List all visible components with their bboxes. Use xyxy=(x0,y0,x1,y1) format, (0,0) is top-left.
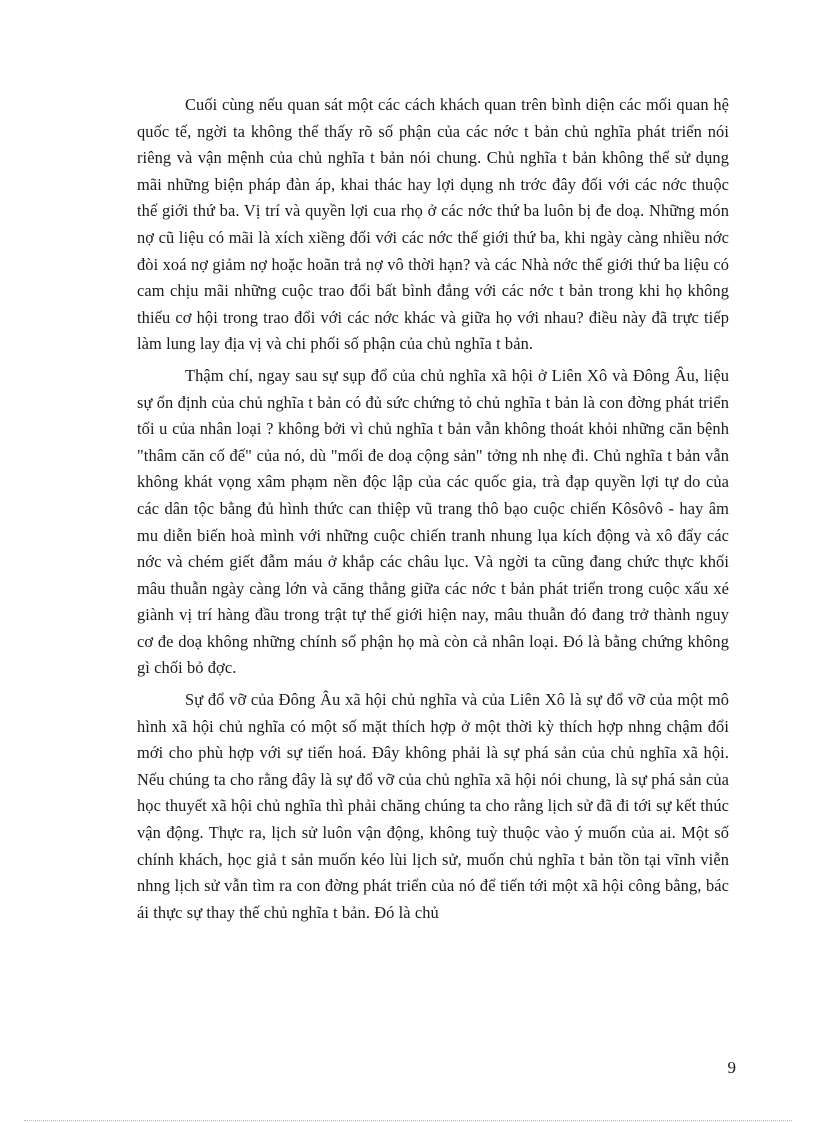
paragraph-2: Thậm chí, ngay sau sự sụp đổ của chủ nghĩa xã hội ở Liên Xô và Đông Âu, liệu sự ổn định của chủ nghĩa t bản có đủ sức chứng tỏ chủ nghĩa t bản là con đờng phát triển tối u của nhân loại ? không bởi vì chủ nghĩa t bản vẫn không thoát khỏi những căn bệnh "thâm căn cố đế" của nó, dù "mối đe doạ cộng sản" tởng nh nhẹ đi. Chủ nghĩa t bản vẫn không khát vọng xâm phạm nền độc lập của các quốc gia, trà đạp quyền lợi tự do của các dân tộc bằng đủ hình thức can thiệp vũ trang thô bạo cuộc chiến Kôsôvô - hay âm mu diễn biến hoà mình với những cuộc chiến tranh nhung lụa kích động và xô đẩy các nớc và chém giết đẫm máu ở khắp các châu lục. Và ngời ta cũng đang chức thực khối mâu thuẫn ngày càng lớn và căng thẳng giữa các nớc t bản phát triển trong cuộc xấu xé giành vị trí hàng đầu trong trật tự thế giới hiện nay, mâu thuẫn đó đang trở thành nguy cơ đe doạ không những chính số phận họ mà còn cả nhân loại. Đó là bằng chứng không gì chối bỏ đợc. xyxy=(137,365,729,678)
paragraph-3: Sự đổ vỡ của Đông Âu xã hội chủ nghĩa và của Liên Xô là sự đổ vỡ của một mô hình xã hội chủ nghĩa có một số mặt thích hợp ở một thời kỳ thích hợp nhng chậm đổi mới cho phù hợp với sự tiến hoá. Đây không phải là sự phá sản của chủ nghĩa xã hội. Nếu chúng ta cho rằng đây là sự đổ vỡ của chủ nghĩa xã hội nói chung, là sự phá sản của học thuyết xã hội chủ nghĩa thì phải chăng chúng ta cho rằng lịch sử đã đi tới sự kết thúc vận động. Thực ra, lịch sử luôn vận động, không tuỳ thuộc vào ý muốn của ai. Một số chính khách, học giả t sản muốn kéo lùi lịch sử, muốn chủ nghĩa t bản tồn tại vĩnh viễn nhng lịch sử vẫn tìm ra con đờng phát triển của nó để tiến tới một xã hội công bằng, bác ái thực sự thay thế chủ nghĩa t bản. Đó là chủ xyxy=(137,690,729,922)
paragraph-1: Cuối cùng nếu quan sát một các cách khách quan trên bình diện các mối quan hệ quốc tế, ngời ta không thể thấy rõ số phận của các nớc t bản chủ nghĩa phát triển nói riêng và vận mệnh của chủ nghĩa t bản nói chung. Chủ nghĩa t bản không thể sử dụng mãi những biện pháp đàn áp, khai thác hay lợi dụng nh trớc đây đối với các nớc thuộc thế giới thứ ba. Vị trí và quyền lợi cua rhọ ở các nớc thứ ba luôn bị đe doạ. Những món nợ cũ liệu có mãi là xích xiềng đối với các nớc thế giới thứ ba, khi ngày càng nhiều nớc đòi xoá nợ giảm nợ hoặc hoãn trả nợ vô thời hạn? và các Nhà nớc thế giới thứ ba liệu có cam chịu mãi những cuộc trao đổi bất bình đẳng với các nớc t bản trong khi họ không thiếu cơ hội trong trao đổi với các nớc khác và giữa họ với nhau? điều này đã trực tiếp làm lung lay địa vị và chi phối số phận của chủ nghĩa t bản. xyxy=(137,95,729,354)
body-text xyxy=(137,92,729,931)
footer-rule xyxy=(24,1120,792,1121)
page-number: 9 xyxy=(727,1058,736,1077)
